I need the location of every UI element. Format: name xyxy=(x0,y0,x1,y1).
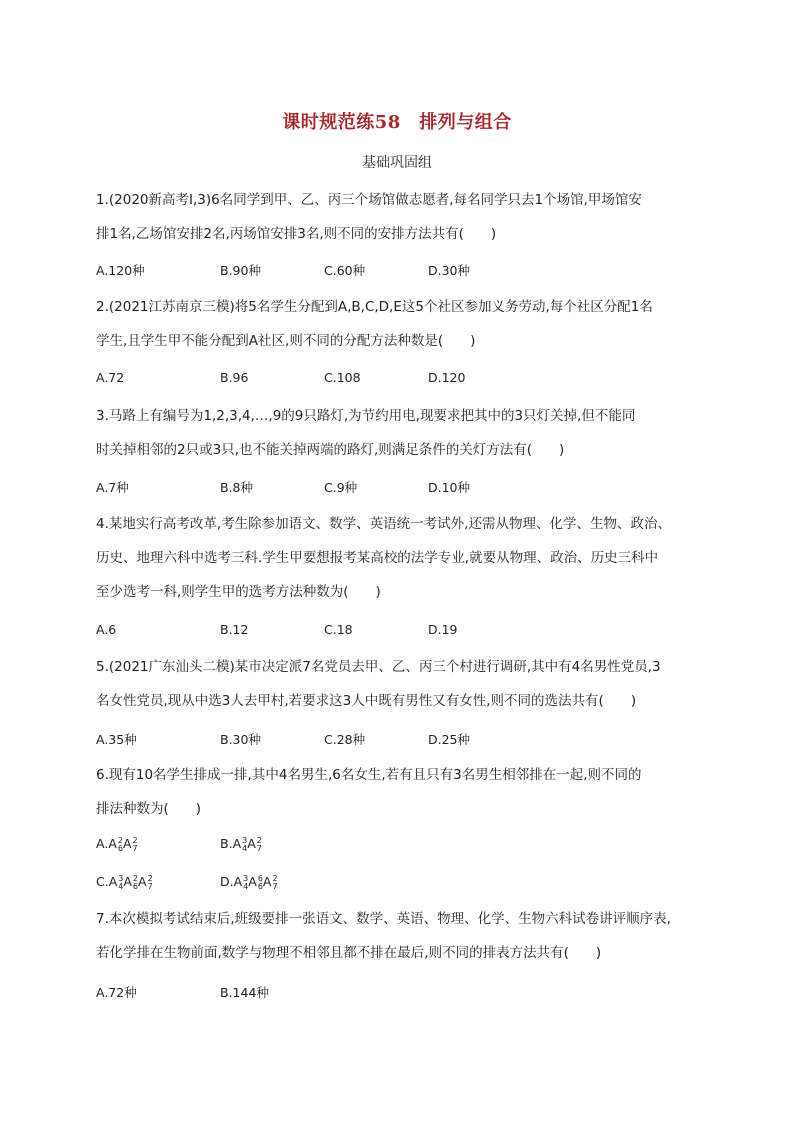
question-4-line-2: 历史、地理六科中选考三科.学生甲要想报考某高校的法学专业,就要从物理、政治、历史三科中 xyxy=(96,550,659,566)
question-7-options xyxy=(96,983,706,1005)
option-d: D.10种 xyxy=(428,480,471,495)
option-d: D.120 xyxy=(428,370,466,385)
option-b xyxy=(220,836,262,853)
permutation-term: A 6 6 xyxy=(248,873,263,891)
question-1 xyxy=(96,183,706,251)
option-c xyxy=(96,874,153,891)
option-b: B.30种 xyxy=(220,732,261,747)
question-7-line-2: 若化学排在生物前面,数学与物理不相邻且都不排在最后,则不同的排表方法共有( ) xyxy=(96,945,602,961)
question-4-line-3: 至少选考一科,则学生甲的选考方法种数为( ) xyxy=(96,584,381,600)
option-b: B.144种 xyxy=(220,985,269,1000)
option-c: C.108 xyxy=(324,370,361,385)
option-a: A.72 xyxy=(96,370,125,385)
option-a: A.6 xyxy=(96,622,117,637)
question-4-options xyxy=(96,622,706,644)
option-a: A.35种 xyxy=(96,732,137,747)
question-5 xyxy=(96,650,706,718)
option-label: D. xyxy=(220,874,234,889)
question-4-line-1: 4.某地实行高考改革,考生除参加语文、数学、英语统一考试外,还需从物理、化学、生物、政治、 xyxy=(96,516,671,532)
permutation-term: A 2 7 xyxy=(247,835,262,853)
permutation-term: A 3 4 xyxy=(108,873,124,891)
option-label: C. xyxy=(96,874,109,889)
section-subtitle: 基础巩固组 xyxy=(362,155,432,171)
option-d xyxy=(220,874,278,891)
question-2-line-1: 2.(2021江苏南京三模)将5名学生分配到A,B,C,D,E这5个社区参加义务劳动,每个社区分配1名 xyxy=(96,299,653,315)
option-label: B. xyxy=(220,836,233,851)
question-2 xyxy=(96,290,706,358)
option-a: A.7种 xyxy=(96,480,129,495)
question-7-line-1: 7.本次模拟考试结束后,班级要排一张语文、数学、英语、物理、化学、生物六科试卷讲评顺序表, xyxy=(96,911,671,927)
question-5-line-2: 名女性党员,现从中选3人去甲村,若要求这3人中既有男性又有女性,则不同的选法共有( ) xyxy=(96,693,637,709)
question-1-line-2: 排1名,乙场馆安排2名,丙场馆安排3名,则不同的安排方法共有( ) xyxy=(96,226,497,242)
question-1-options xyxy=(96,261,706,283)
option-c: C.18 xyxy=(324,622,353,637)
question-3 xyxy=(96,399,706,467)
option-d: D.30种 xyxy=(428,263,471,278)
question-3-options xyxy=(96,478,706,500)
question-6-options xyxy=(96,836,706,906)
option-a xyxy=(96,836,138,853)
question-3-line-2: 时关掉相邻的2只或3只,也不能关掉两端的路灯,则满足条件的关灯方法有( ) xyxy=(96,442,565,458)
permutation-term: A 2 6 xyxy=(123,873,139,891)
page-title: 课时规范练58 排列与组合 xyxy=(282,112,512,133)
question-2-line-2: 学生,且学生甲不能分配到A社区,则不同的分配方法种数是( ) xyxy=(96,333,476,349)
option-a: A.72种 xyxy=(96,985,137,1000)
question-5-line-1: 5.(2021广东汕头二模)某市决定派7名党员去甲、乙、丙三个村进行调研,其中有4名男性党员,3 xyxy=(96,659,661,675)
question-6 xyxy=(96,758,706,826)
question-3-line-1: 3.马路上有编号为1,2,3,4,…,9的9只路灯,为节约用电,现要求把其中的3只灯关掉,但不能同 xyxy=(96,408,636,424)
permutation-term: A 3 4 xyxy=(232,835,248,853)
question-4 xyxy=(96,507,706,609)
question-2-options xyxy=(96,370,706,392)
question-5-options xyxy=(96,730,706,752)
option-b: B.90种 xyxy=(220,263,261,278)
option-c: C.9种 xyxy=(324,480,358,495)
option-c: C.60种 xyxy=(324,263,366,278)
permutation-term: A 2 7 xyxy=(122,835,138,853)
option-b: B.96 xyxy=(220,370,249,385)
option-b: B.12 xyxy=(220,622,249,637)
question-6-line-1: 6.现有10名学生排成一排,其中4名男生,6名女生,若有且只有3名男生相邻排在一起,则不同的 xyxy=(96,767,642,783)
question-7 xyxy=(96,902,706,970)
permutation-term: A 3 4 xyxy=(233,873,249,891)
question-6-line-2: 排法种数为( ) xyxy=(96,801,202,817)
option-b: B.8种 xyxy=(220,480,254,495)
question-1-line-1: 1.(2020新高考Ⅰ,3)6名同学到甲、乙、丙三个场馆做志愿者,每名同学只去1个场馆,甲场馆安 xyxy=(96,192,642,208)
option-d: D.19 xyxy=(428,622,458,637)
permutation-term: A 2 7 xyxy=(262,873,278,891)
option-label: A. xyxy=(96,836,109,851)
option-d: D.25种 xyxy=(428,732,471,747)
option-c: C.28种 xyxy=(324,732,366,747)
permutation-term: A 2 7 xyxy=(138,873,153,891)
permutation-term: A 2 6 xyxy=(108,835,123,853)
option-a: A.120种 xyxy=(96,263,145,278)
